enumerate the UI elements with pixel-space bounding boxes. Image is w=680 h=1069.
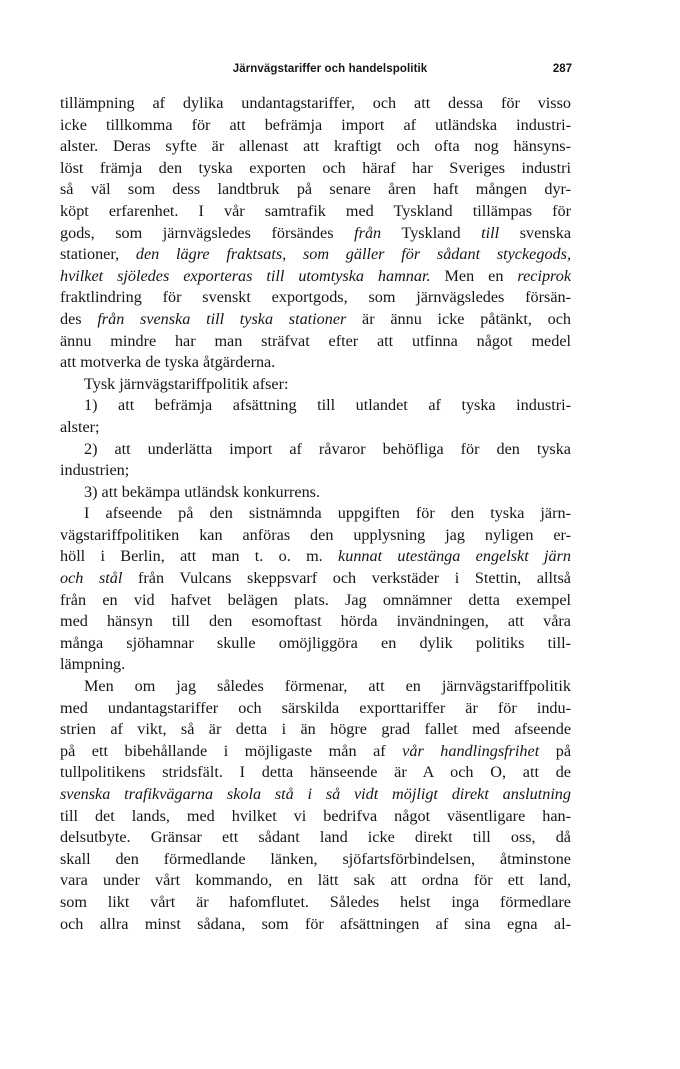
text-line bbox=[60, 590, 571, 612]
italic-text: till bbox=[481, 223, 500, 242]
text-run: 2) att underlätta import af råvaror behöfliga för den tyska bbox=[84, 439, 571, 458]
text-line bbox=[60, 179, 571, 201]
italic-text: reciprok bbox=[517, 266, 572, 285]
running-title: Järnvägstariffer och handelspolitik bbox=[232, 63, 428, 75]
text-line bbox=[60, 568, 571, 590]
text-run: Men om jag således förmenar, att en järnvägstariffpolitik bbox=[84, 677, 571, 696]
text-line bbox=[60, 223, 571, 245]
text-line bbox=[60, 244, 571, 266]
text-run: tullpolitikens stridsfält. I detta hänseende är A och O, att de bbox=[60, 763, 571, 782]
text-line bbox=[60, 914, 571, 936]
text-line bbox=[60, 654, 571, 676]
text-line bbox=[60, 676, 571, 698]
italic-text: den lägre fraktsats, som gäller för sådant styckegods, bbox=[135, 245, 571, 264]
text-run: icke tillkomma för att befrämja import af utländska industri- bbox=[60, 115, 571, 134]
text-run: och allra minst sådana, som för afsättningen af sina egna al- bbox=[60, 914, 571, 933]
text-line bbox=[60, 331, 571, 353]
text-line bbox=[60, 352, 571, 374]
text-run: Tyskland bbox=[381, 223, 482, 242]
text-line bbox=[60, 460, 571, 482]
text-run: med hänsyn till den esomoftast hörda invändningen, att våra bbox=[60, 612, 571, 631]
italic-text: från svenska till tyska stationer bbox=[97, 309, 347, 328]
text-line bbox=[60, 266, 571, 288]
text-line bbox=[60, 762, 571, 784]
page-header bbox=[60, 63, 600, 81]
text-run: många sjöhamnar skulle omöjliggöra en dylik politiks till- bbox=[60, 633, 571, 652]
italic-text: vår handlingsfrihet bbox=[402, 741, 540, 760]
text-run: 1) att befrämja afsättning till utlandet af tyska industri- bbox=[84, 396, 571, 415]
text-run: industrien; bbox=[60, 461, 130, 480]
text-run: till det lands, med hvilket vi bedrifva något väsentligare han- bbox=[60, 806, 571, 825]
text-line bbox=[60, 784, 571, 806]
text-line bbox=[60, 870, 571, 892]
text-line bbox=[60, 395, 571, 417]
text-line bbox=[60, 201, 571, 223]
text-line bbox=[60, 525, 571, 547]
page-number: 287 bbox=[552, 63, 572, 75]
text-line bbox=[60, 827, 571, 849]
text-line bbox=[60, 482, 571, 504]
text-run: löst främja den tyska exporten och häraf har Sveriges industri bbox=[60, 158, 571, 177]
text-line bbox=[60, 719, 571, 741]
italic-text: och stål bbox=[60, 569, 123, 588]
italic-text: från bbox=[354, 223, 382, 242]
body-text bbox=[60, 93, 571, 935]
text-line bbox=[60, 806, 571, 828]
text-run: skall den förmedlande länken, sjöfartsförbindelsen, åtminstone bbox=[60, 849, 571, 868]
text-run: från en vid hafvet belägen plats. Jag omnämner detta exempel bbox=[60, 590, 571, 609]
text-line bbox=[60, 849, 571, 871]
text-line bbox=[60, 374, 571, 396]
text-line bbox=[60, 115, 571, 137]
text-run: gods, som järnvägsledes försändes bbox=[60, 223, 355, 242]
text-run: att motverka de tyska åtgärderna. bbox=[60, 353, 276, 372]
text-run: Men en bbox=[430, 266, 518, 285]
text-run: ännu mindre har man sträfvat efter att utfinna något medel bbox=[60, 331, 571, 350]
text-run: 3) att bekämpa utländsk konkurrens. bbox=[84, 482, 321, 501]
text-run: vägstariffpolitiken kan anföras den upplysning jag nyligen er- bbox=[60, 525, 571, 544]
text-run: på ett bibehållande i möjligaste mån af bbox=[60, 741, 403, 760]
italic-text: hvilket sjöledes exporteras till utomtyska hamnar. bbox=[60, 266, 431, 285]
text-line bbox=[60, 417, 571, 439]
text-line bbox=[60, 439, 571, 461]
text-run: Tysk järnvägstariffpolitik afser: bbox=[84, 374, 289, 393]
text-line bbox=[60, 503, 571, 525]
text-run: så väl som dess landtbruk på senare åren haft mången dyr- bbox=[60, 180, 571, 199]
text-run: köpt erfarenhet. I vår samtrafik med Tyskland tillämpas för bbox=[60, 201, 571, 220]
text-run: lämpning. bbox=[60, 655, 126, 674]
text-run: tillämpning af dylika undantagstariffer, och att dessa för visso bbox=[60, 94, 571, 112]
text-run: stationer, bbox=[60, 245, 136, 264]
text-line bbox=[60, 741, 571, 763]
text-run: på bbox=[539, 741, 571, 760]
text-line bbox=[60, 309, 571, 331]
text-line bbox=[60, 611, 571, 633]
text-line bbox=[60, 93, 571, 115]
text-run: från Vulcans skeppsvarf och verkstäder i Stettin, alltså bbox=[122, 569, 571, 588]
text-run: höll i Berlin, att man t. o. m. bbox=[60, 547, 339, 566]
text-run: des bbox=[60, 309, 98, 328]
text-run: strien af vikt, så är detta i än högre grad fallet med afseende bbox=[60, 720, 571, 739]
text-run: med undantagstariffer och särskilda exporttariffer är för indu- bbox=[60, 698, 571, 717]
text-run: svenska bbox=[499, 223, 572, 242]
italic-text: svenska trafikvägarna skola stå i så vidt möjligt direkt anslutning bbox=[60, 785, 571, 803]
text-run: fraktlindring för svenskt exportgods, som järnvägsledes försän- bbox=[60, 288, 571, 307]
text-line bbox=[60, 892, 571, 914]
text-run: I afseende på den sistnämnda uppgiften för den tyska järn- bbox=[84, 504, 571, 523]
text-line bbox=[60, 287, 571, 309]
text-line bbox=[60, 136, 571, 158]
text-line bbox=[60, 633, 571, 655]
text-line bbox=[60, 158, 571, 180]
italic-text: kunnat utestänga engelskt järn bbox=[338, 547, 572, 566]
text-line bbox=[60, 698, 571, 720]
text-line bbox=[60, 546, 571, 568]
text-run: är ännu icke påtänkt, och bbox=[346, 309, 571, 328]
text-run: delsutbyte. Gränsar ett sådant land icke direkt till oss, då bbox=[60, 828, 571, 847]
text-run: vara under vårt kommando, en lätt sak att ordna för ett land, bbox=[60, 871, 571, 890]
text-run: som likt vårt är hafomflutet. Således helst inga förmedlare bbox=[60, 892, 571, 911]
text-run: alster; bbox=[60, 417, 100, 436]
text-run: alster. Deras syfte är allenast att kraftigt och ofta nog hänsyns- bbox=[60, 137, 571, 156]
